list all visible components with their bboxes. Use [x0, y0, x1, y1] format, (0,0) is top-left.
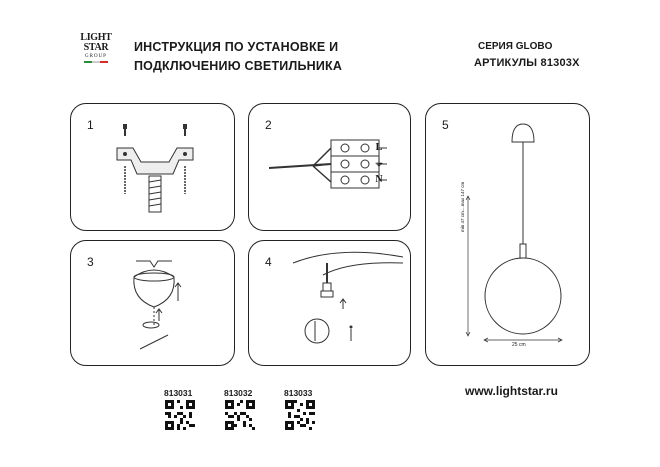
website-link[interactable]: www.lightstar.ru: [465, 384, 558, 398]
step-number: 4: [265, 255, 272, 269]
shade-install-illustration: [279, 249, 409, 359]
step-number: 2: [265, 118, 272, 132]
terminal-block-illustration: [269, 126, 409, 206]
canopy-install-illustration: [116, 249, 206, 359]
step-1-panel: [70, 103, 235, 231]
width-dimension-label: 25 cm: [512, 342, 526, 348]
mounting-bracket-illustration: [111, 122, 201, 222]
title-line-1: ИНСТРУКЦИЯ ПО УСТАНОВКЕ И: [134, 40, 339, 54]
article-code-2: 813032: [224, 388, 253, 398]
italian-flag-icon: [84, 61, 108, 63]
ground-icon: ⏚: [374, 158, 384, 169]
logo-line-1: LIGHT: [80, 32, 112, 43]
step-2-panel: [248, 103, 411, 231]
articles-label: АРТИКУЛЫ 81303X: [474, 57, 580, 69]
step-number: 5: [442, 118, 449, 132]
qr-code-icon[interactable]: [165, 400, 195, 430]
step-number: 1: [87, 118, 94, 132]
wire-label-live: L: [375, 142, 383, 153]
step-3-panel: [70, 240, 235, 366]
title-line-2: ПОДКЛЮЧЕНИЮ СВЕТИЛЬНИКА: [134, 59, 343, 73]
logo-line-2: STAR: [83, 42, 109, 53]
brand-logo: [78, 33, 114, 63]
step-number: 3: [87, 255, 94, 269]
step-4-panel: [248, 240, 411, 366]
height-dimension-label: min 47 cm....max 147 cm: [460, 181, 465, 232]
logo-line-3: GROUP: [85, 54, 107, 59]
wire-labels: [374, 140, 384, 188]
article-code-3: 813033: [284, 388, 313, 398]
series-label: СЕРИЯ GLOBO: [478, 41, 553, 52]
qr-code-icon[interactable]: [225, 400, 255, 430]
wire-label-neutral: N: [375, 174, 383, 185]
pendant-dimension-illustration: [426, 104, 591, 367]
document-title: [134, 38, 342, 76]
qr-code-icon[interactable]: [285, 400, 315, 430]
article-code-1: 813031: [164, 388, 193, 398]
step-5-panel: [425, 103, 590, 366]
